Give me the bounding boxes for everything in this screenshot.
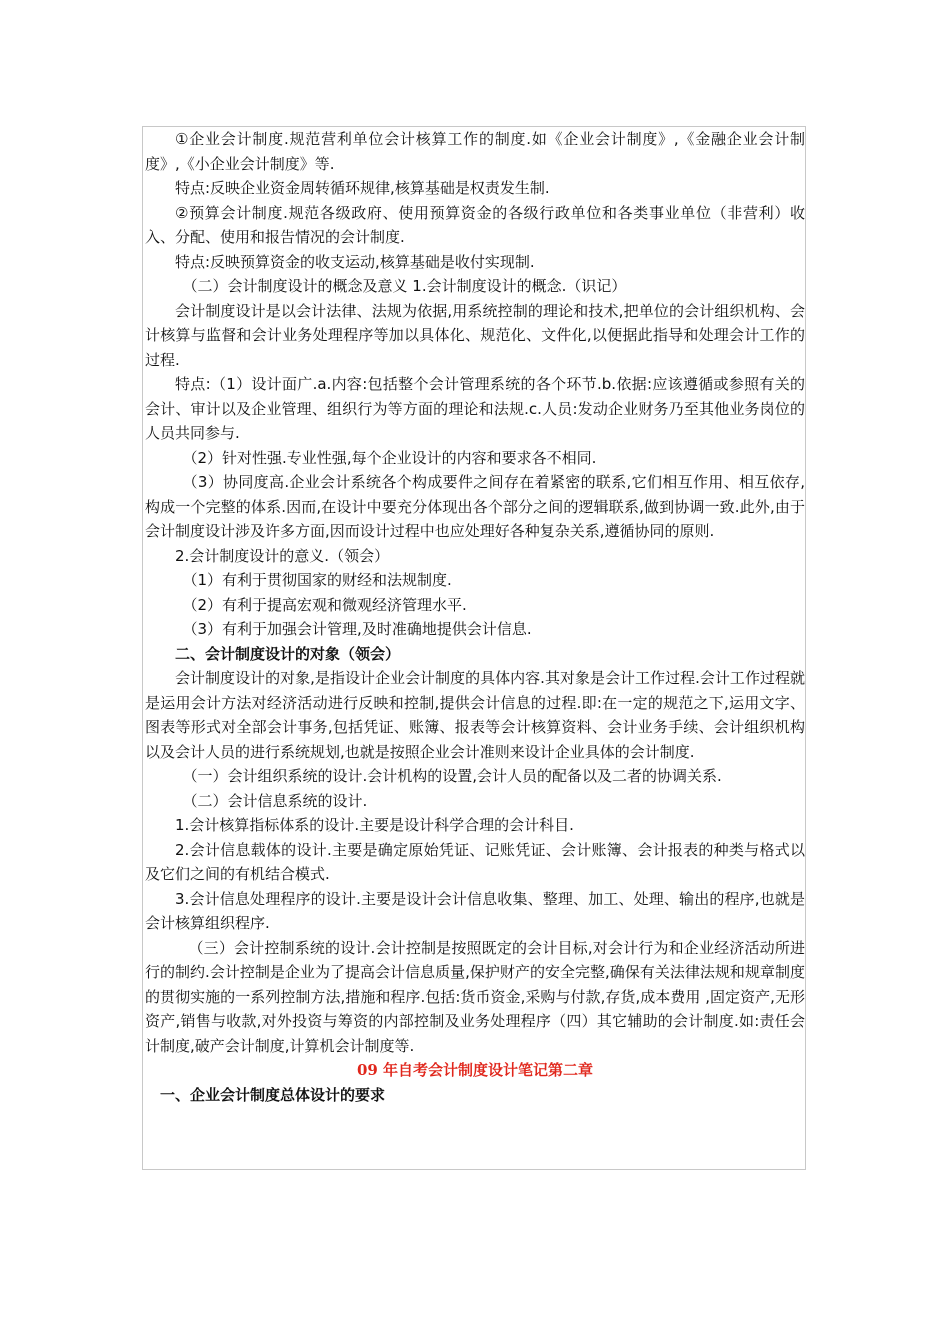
section-heading: 二、会计制度设计的对象（领会） — [175, 644, 401, 663]
section-heading: 一、企业会计制度总体设计的要求 — [160, 1085, 386, 1104]
paragraph: （一）会计组织系统的设计.会计机构的设置,会计人员的配备以及二者的协调关系. — [182, 767, 722, 785]
paragraph: ①企业会计制度.规范营利单位会计核算工作的制度.如《企业会计制度》,《金融企业会计制度》,《小企业会计制度》等. — [145, 130, 805, 173]
paragraph: 2.会计信息载体的设计.主要是确定原始凭证、记账凭证、会计账簿、会计报表的种类与格式以及它们之间的有机结合模式. — [145, 840, 805, 883]
paragraph: 3.会计信息处理程序的设计.主要是设计会计信息收集、整理、加工、处理、输出的程序,也就是会计核算组织程序. — [145, 889, 805, 932]
paragraph: （三）会计控制系统的设计.会计控制是按照既定的会计目标,对会计行为和企业经济活动所进行的制约.会计控制是企业为了提高会计信息质量,保护财产的安全完整,确保有关法律法规和规章制度的贯彻实施的一系列控制方法,措施和程序.包括:货币资金,采购与付款,存货,成本费用 ,固定资产,无形资产,销售与收款,对外投资与筹资的内部控制及业务处理程序（四）其它辅助的会计制度.如:责任会计制度,破产会计制度,计算机会计制度等. — [145, 938, 805, 1055]
paragraph: 会计制度设计是以会计法律、法规为依据,用系统控制的理论和技术,把单位的会计组织机构、会计核算与监督和会计业务处理程序等加以具体化、规范化、文件化,以便据此指导和处理会计工作的过程. — [145, 301, 805, 369]
paragraph: 2.会计制度设计的意义.（领会） — [175, 546, 390, 565]
chapter-heading: 09 年自考会计制度设计笔记第二章 — [356, 1061, 594, 1079]
paragraph: ②预算会计制度.规范各级政府、使用预算资金的各级行政单位和各类事业单位（非营利）收入、分配、使用和报告情况的会计制度. — [145, 203, 805, 246]
paragraph: （2）有利于提高宏观和微观经济管理水平. — [182, 595, 467, 614]
paragraph: 特点:反映企业资金周转循环规律,核算基础是权责发生制. — [175, 179, 550, 197]
paragraph: （2）针对性强.专业性强,每个企业设计的内容和要求各不相同. — [182, 448, 597, 467]
paragraph: （1）有利于贯彻国家的财经和法规制度. — [182, 571, 452, 589]
paragraph: 会计制度设计的对象,是指设计企业会计制度的具体内容.其对象是会计工作过程.会计工作过程就是运用会计方法对经济活动进行反映和控制,提供会计信息的过程.即:在一定的规范之下,运用文字、图表等形式对全部会计事务,包括凭证、账簿、报表等会计核算资料、会计业务手续、会计组织机构以及会计人员的进行系统规划,也就是按照企业会计准则来设计企业具体的会计制度. — [145, 669, 805, 761]
document-body — [143, 127, 806, 1107]
paragraph: 1.会计核算指标体系的设计.主要是设计科学合理的会计科目. — [175, 816, 574, 834]
paragraph: （3）协同度高.企业会计系统各个构成要件之间存在着紧密的联系,它们相互作用、相互依存,构成一个完整的体系.因而,在设计中要充分体现出各个部分之间的逻辑联系,做到协调一致.此外,由于会计制度设计涉及许多方面,因而设计过程中也应处理好各种复杂关系,遵循协同的原则. — [145, 473, 805, 540]
paragraph: （二）会计制度设计的概念及意义 1.会计制度设计的概念.（识记） — [182, 277, 627, 295]
document-frame — [142, 126, 806, 1170]
paragraph: 特点:（1）设计面广.a.内容:包括整个会计管理系统的各个环节.b.依据:应该遵循或参照有关的会计、审计以及企业管理、组织行为等方面的理论和法规.c.人员:发动企业财务乃至其他业务岗位的人员共同参与. — [145, 375, 805, 442]
paragraph: 特点:反映预算资金的收支运动,核算基础是收付实现制. — [175, 252, 535, 271]
paragraph: （3）有利于加强会计管理,及时准确地提供会计信息. — [182, 620, 532, 638]
paragraph: （二）会计信息系统的设计. — [182, 791, 368, 810]
